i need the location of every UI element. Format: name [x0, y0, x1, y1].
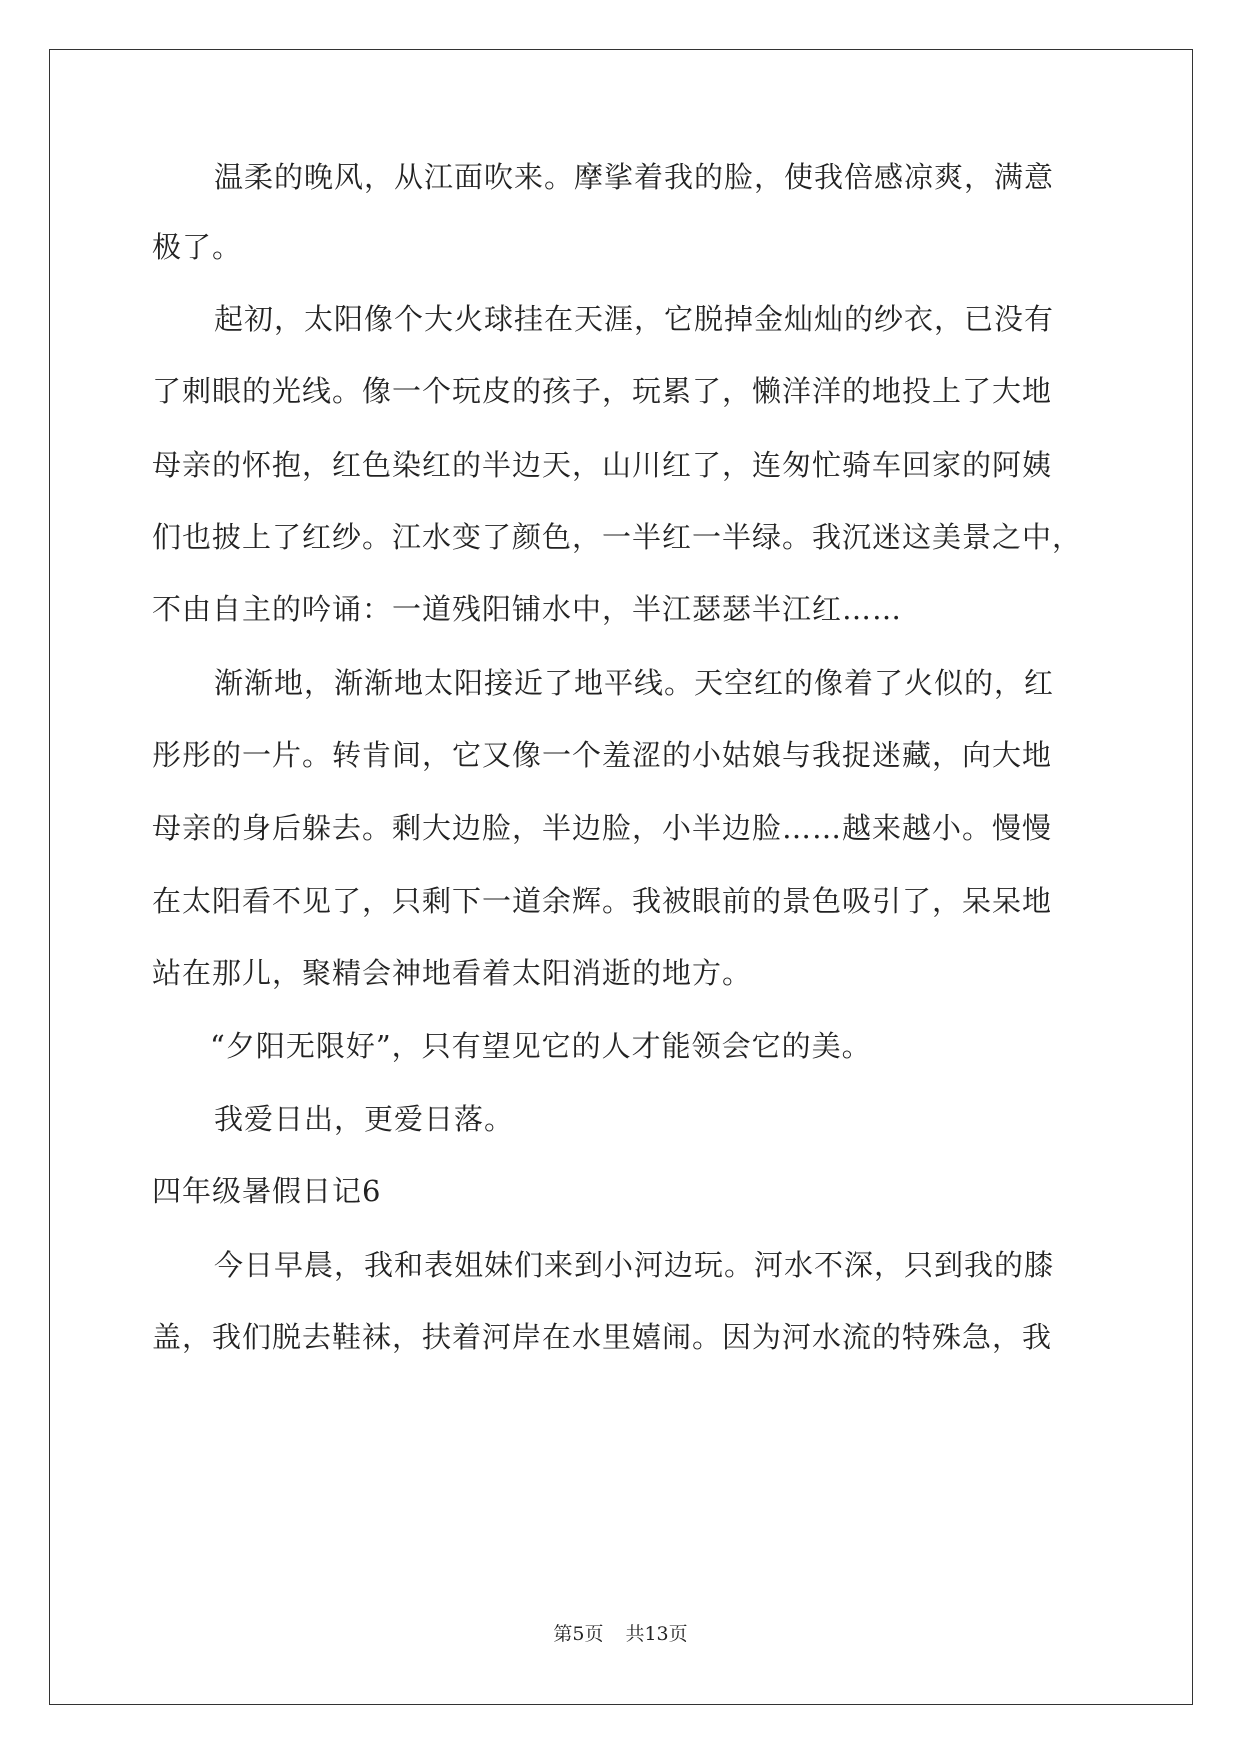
page-border	[49, 49, 1193, 1705]
text-line: 母亲的身后躲去。剩大边脸，半边脸，小半边脸……越来越小。慢慢	[152, 811, 1053, 845]
text-line: 盖，我们脱去鞋袜，扶着河岸在水里嬉闹。因为河水流的特殊急，我	[152, 1320, 1053, 1354]
text-line: 极了。	[152, 230, 243, 264]
text-line: 不由自主的吟诵：一道残阳铺水中，半江瑟瑟半江红……	[152, 592, 903, 626]
page-total: 共13页	[625, 1623, 688, 1645]
text-line: 母亲的怀抱，红色染红的半边天，山川红了，连匆忙骑车回家的阿姨	[152, 448, 1053, 482]
text-line: 温柔的晚风，从江面吹来。摩挲着我的脸，使我倍感凉爽，满意	[214, 160, 1055, 194]
text-line: 们也披上了红纱。江水变了颜色，一半红一半绿。我沉迷这美景之中，	[152, 520, 1083, 554]
page-number: 第5页	[553, 1623, 604, 1645]
text-line: 渐渐地，渐渐地太阳接近了地平线。天空红的像着了火似的，红	[214, 666, 1055, 700]
text-line: 起初，太阳像个大火球挂在天涯，它脱掉金灿灿的纱衣，已没有	[214, 302, 1055, 336]
text-line: “夕阳无限好”，只有望见它的人才能领会它的美。	[210, 1029, 872, 1063]
page-footer	[0, 1621, 1241, 1647]
text-line: 我爱日出，更爱日落。	[214, 1102, 515, 1136]
text-line: 今日早晨，我和表姐妹们来到小河边玩。河水不深，只到我的膝	[214, 1248, 1055, 1282]
text-line: 站在那儿，聚精会神地看着太阳消逝的地方。	[152, 956, 753, 990]
text-line: 了刺眼的光线。像一个玩皮的孩子，玩累了，懒洋洋的地投上了大地	[152, 374, 1053, 408]
section-heading: 四年级暑假日记6	[152, 1174, 382, 1208]
text-line: 彤彤的一片。转肯间，它又像一个羞涩的小姑娘与我捉迷藏，向大地	[152, 738, 1053, 772]
text-line: 在太阳看不见了，只剩下一道余辉。我被眼前的景色吸引了，呆呆地	[152, 884, 1053, 918]
